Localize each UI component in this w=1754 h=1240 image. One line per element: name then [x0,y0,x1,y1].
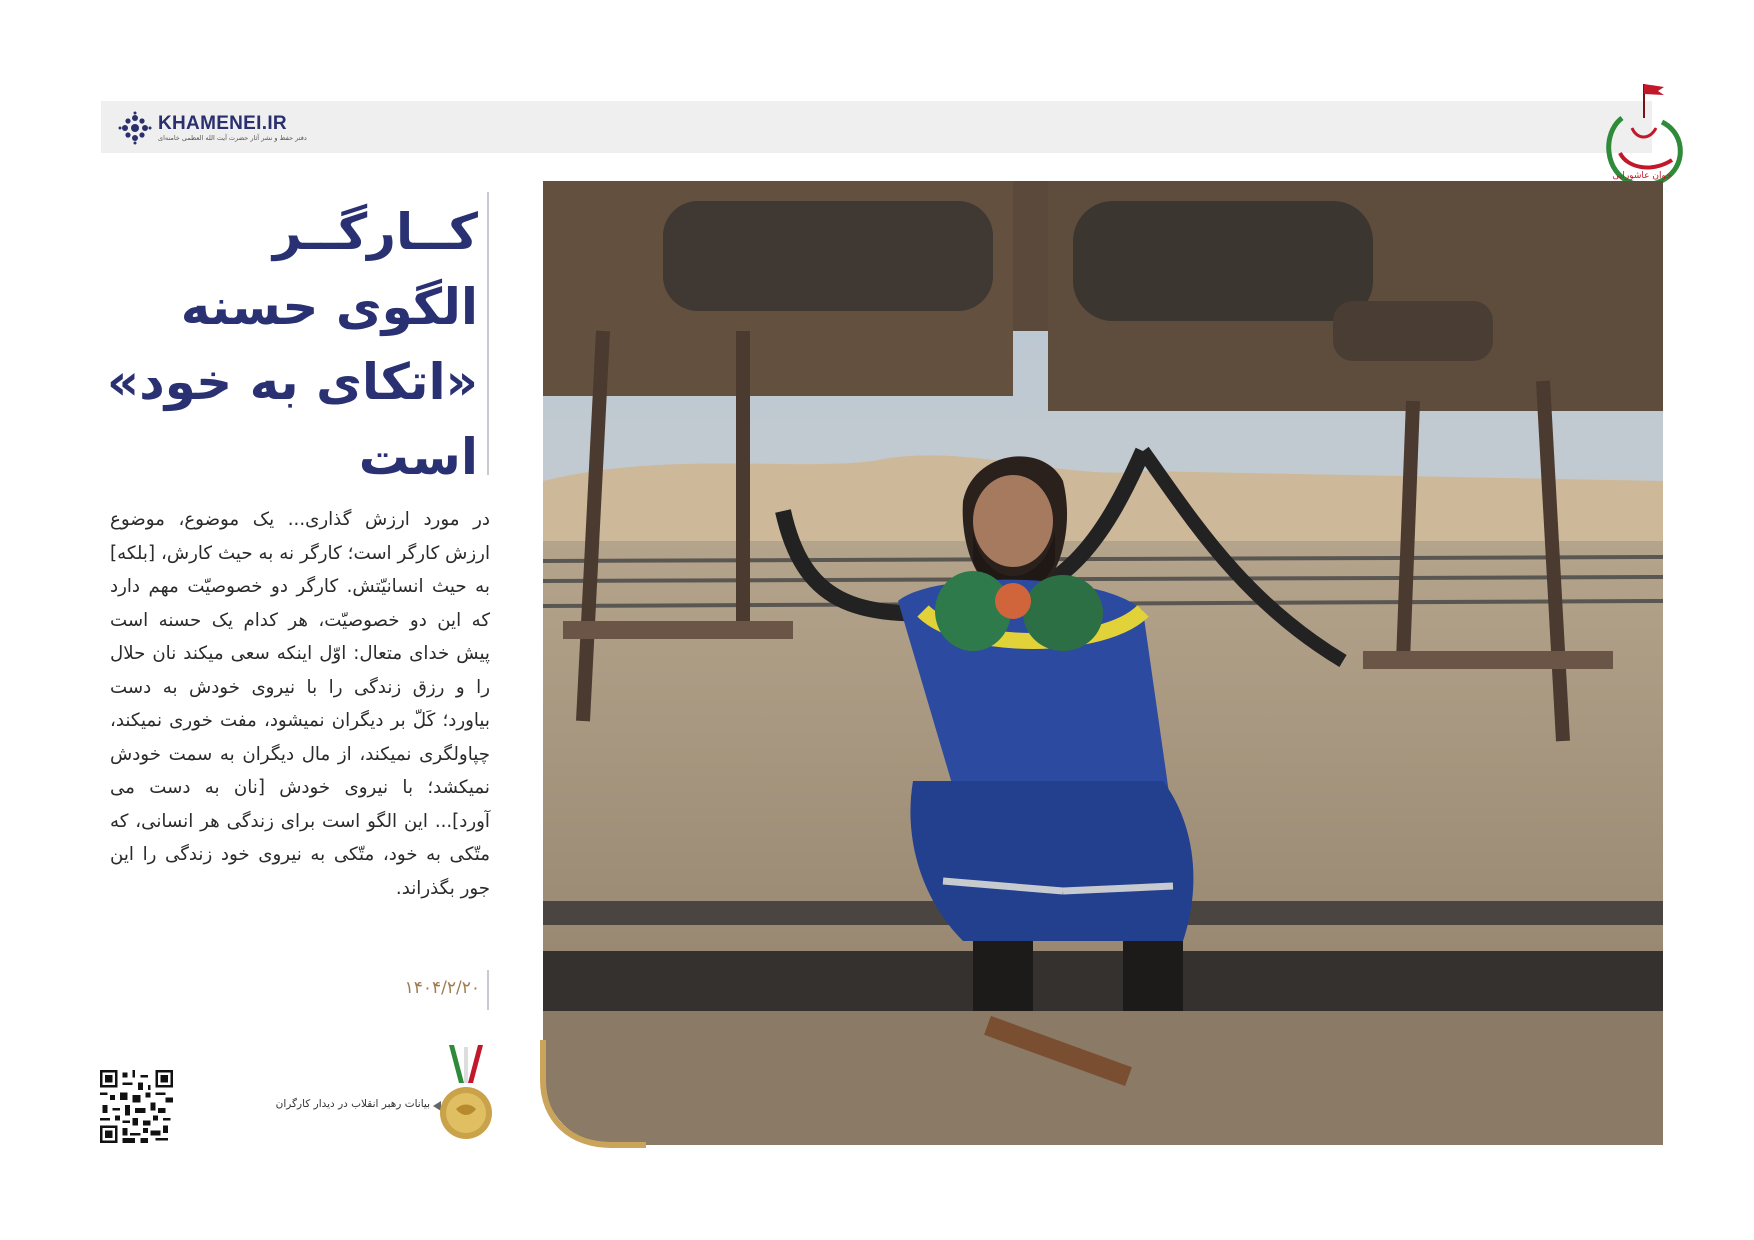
qr-code-icon[interactable] [100,1070,173,1143]
title-line-3: «اتکای به خود» [106,353,478,411]
title-line-4: است [358,428,478,486]
date-label: ۱۴۰۴/۲/۲۰ [404,978,480,998]
header-bar [101,101,1652,153]
page-title [106,195,478,495]
caption-text: بیانات رهبر انقلاب در دیدار کارگران [275,1098,430,1110]
quote-body: در مورد ارزش گذاری... یک موضوع، موضوع ارزش کارگر است؛ کارگر نه به حیث کارش، [بلکه] به حیث انسانیّتش. کارگر دو خصوصیّت مهم دارد که این دو خصوصیّت، هر کدام یک حسنه است پیش خدای متعال: اوّل اینکه سعی میکند نان حلال را و رزق زندگی را با نیروی خودش به دست بیاورد؛ کَلّ بر دیگران نمیشود، مفت خوری نمیکند، چپاولگری نمیکند، از مال دیگران به سمت خودش نمیکشد؛ با نیروی خودش [نان به دست می آورد]... این الگو است برای زندگی هر انسانی، که متّکی به خود، متّکی به نیروی خود زندگی را این جور بگذراند. [110,509,490,899]
title-line-2: الگوی حسنه [180,278,478,336]
date-divider [487,970,489,1010]
worker-photo [543,181,1663,1145]
title-divider [487,192,489,475]
emblem-label: جوان عاشورایی [1612,171,1672,181]
photo-corner-accent [536,1040,646,1150]
khamenei-logo-icon [118,111,152,145]
ashura-emblem-icon [1592,78,1692,193]
site-logo[interactable] [118,108,308,148]
logo-subtitle: دفتر حفظ و نشر آثار حضرت آیت الله العظمی خامنه‌ای [158,133,307,142]
title-line-1: کــارگــر [272,203,478,261]
logo-name: KHAMENEI.IR [158,112,287,134]
medal-icon [438,1045,494,1145]
